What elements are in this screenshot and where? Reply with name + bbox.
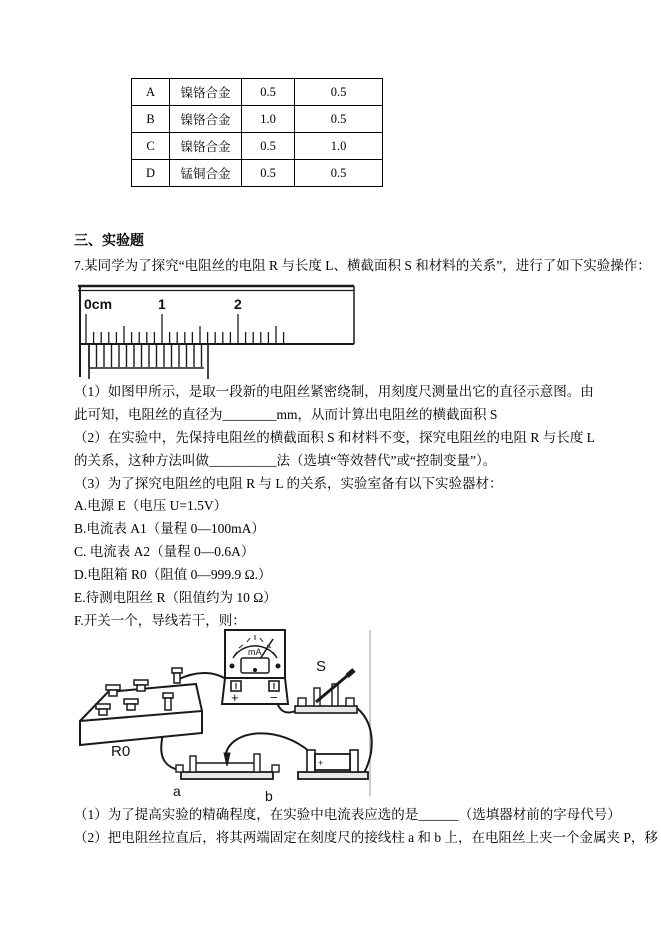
table-cell-value1: 0.5	[242, 160, 295, 187]
table-cell-material: 镍铬合金	[170, 133, 242, 160]
switch	[295, 670, 357, 713]
table-cell-value2: 0.5	[295, 79, 383, 106]
materials-table	[131, 78, 383, 187]
table-row	[132, 133, 383, 160]
question-7-intro: 7.某同学为了探究“电阻丝的电阻 R 与长度 L、横截面积 S 和材料的关系”，进行了如下实验操作：	[74, 258, 651, 273]
ruler-figure	[73, 281, 363, 383]
point-a-label: a	[173, 783, 181, 799]
table-cell-material: 镍铬合金	[170, 106, 242, 133]
equipment-list	[74, 494, 277, 632]
ruler-zero-label: 0cm	[84, 296, 113, 312]
ammeter-unit-label: mA	[248, 647, 262, 657]
equipment-item-e: E.待测电阻丝 R（阻值约为 10 Ω）	[74, 590, 277, 605]
sub-question-1: （1）为了提高实验的精确程度，在实验中电流表应选的是______（选填器材前的字母代号）	[74, 807, 621, 822]
resistance-box-label: R0	[111, 743, 131, 760]
circuit-figure	[73, 626, 377, 806]
table-cell-label: C	[132, 133, 170, 160]
ruler-two-label: 2	[234, 296, 242, 312]
table-cell-label: D	[132, 160, 170, 187]
equipment-item-d: D.电阻箱 R0（阻值 0—999.9 Ω.）	[74, 567, 272, 582]
sub-question-2: （2）把电阻丝拉直后，将其两端固定在刻度尺的接线柱 a 和 b 上，在电阻丝上夹一个金属夹 P，移	[74, 830, 658, 845]
table-row	[132, 160, 383, 187]
table-row	[132, 79, 383, 106]
ruler-ticks	[86, 314, 284, 343]
battery-plus-label: +	[318, 758, 324, 768]
table-cell-value1: 1.0	[242, 106, 295, 133]
table-cell-value2: 0.5	[295, 160, 383, 187]
question-part-3: （3）为了探究电阻丝的电阻 R 与 L 的关系，实验室备有以下实验器材：	[74, 476, 503, 491]
equipment-item-b: B.电流表 A1（量程 0—100mA）	[74, 521, 265, 536]
resistance-box	[80, 668, 202, 745]
battery	[298, 750, 368, 779]
ammeter-plus-label: +	[231, 690, 239, 705]
equipment-item-c: C. 电流表 A2（量程 0—0.6A）	[74, 544, 255, 559]
wire-coil	[89, 344, 202, 367]
equipment-item-a: A.电源 E（电压 U=1.5V）	[74, 498, 228, 513]
table-row	[132, 106, 383, 133]
equipment-item-f: F.开关一个，导线若干，则：	[74, 613, 246, 628]
section-title: 三、实验题	[74, 234, 144, 249]
table-cell-value2: 0.5	[295, 106, 383, 133]
point-b-label: b	[265, 788, 273, 804]
switch-label: S	[316, 658, 327, 675]
ammeter-minus-label: −	[270, 690, 278, 705]
metal-clip	[224, 753, 230, 766]
table-cell-value2: 1.0	[295, 133, 383, 160]
table-cell-value1: 0.5	[242, 79, 295, 106]
table-cell-material: 镍铬合金	[170, 79, 242, 106]
question-part-1: （1）如图甲所示，是取一段新的电阻丝紧密绕制，用刻度尺测量出它的直径示意图。由此可知，电阻丝的直径为________mm，从而计算出电阻丝的横截面积 S	[74, 384, 594, 422]
table-cell-label: A	[132, 79, 170, 106]
table-cell-value1: 0.5	[242, 133, 295, 160]
wire-stand	[176, 753, 279, 779]
table-cell-label: B	[132, 106, 170, 133]
question-part-2: （2）在实验中，先保持电阻丝的横截面积 S 和材料不变，探究电阻丝的电阻 R 与长度 L 的关系，这种方法叫做__________法（选填“等效替代”或“控制变量”）。	[74, 430, 595, 468]
ruler-one-label: 1	[158, 296, 166, 312]
table-cell-material: 锰铜合金	[170, 160, 242, 187]
